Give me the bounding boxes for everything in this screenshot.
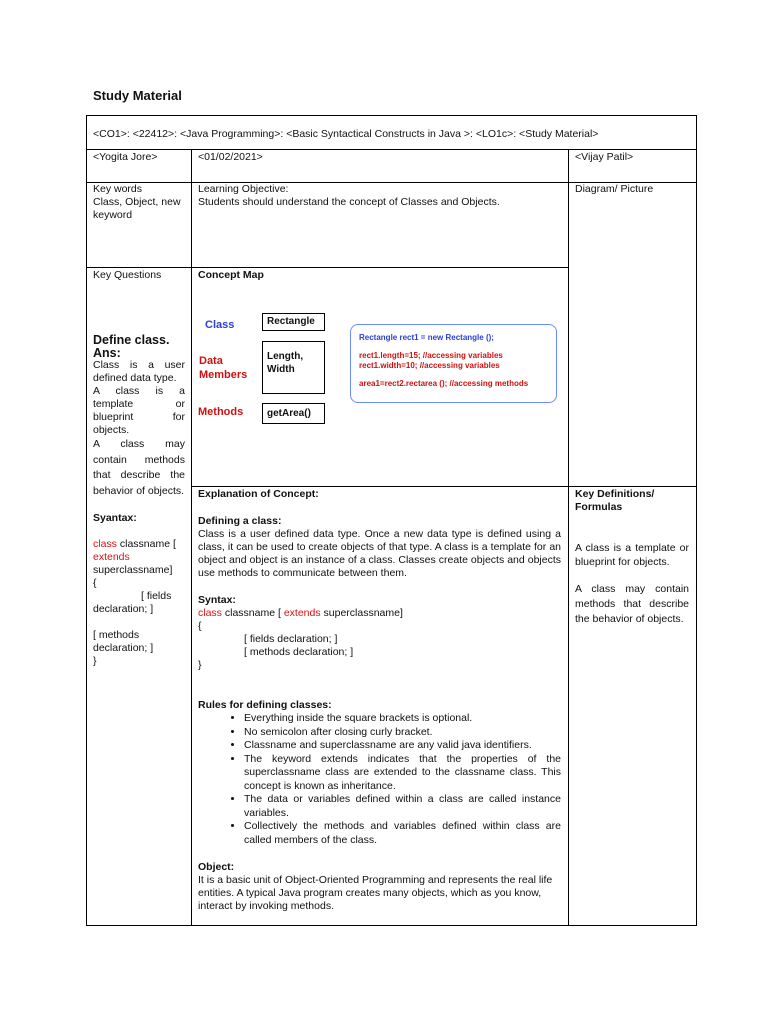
learning-objective-text: Students should understand the concept of Classes and Objects. xyxy=(198,196,500,208)
defining-heading: Defining a class: xyxy=(198,515,282,527)
defining-text: Class is a user defined data type. Once a new data type is defined using a class, it can be used to create objects of that type. A class is a template for an object and object is an instance of a class. Classes create objects and objects use methods to communicate between them. xyxy=(198,528,561,579)
syn-fields: [ fields declaration; ] xyxy=(244,633,338,645)
rule-item: • Classname and superclassname are any valid java identifiers. xyxy=(244,739,561,753)
key-questions-content xyxy=(93,334,185,668)
syntax-line xyxy=(198,607,561,620)
rules-list xyxy=(198,712,561,847)
syntax-line xyxy=(93,538,185,551)
answer-p3: A class may contain methods that describe the behavior of objects. xyxy=(93,438,185,497)
syn-kw-class: class xyxy=(198,607,222,619)
rules-heading: Rules for defining classes: xyxy=(198,699,332,711)
fields-decl: [ fields declaration; ] xyxy=(93,590,172,615)
code-line-4: area1=rect2.rectarea (); //accessing methods xyxy=(359,379,529,388)
concept-map-heading: Concept Map xyxy=(198,269,264,281)
definition-1: A class is a template or blueprint for objects. xyxy=(575,542,689,568)
key-definitions-cell xyxy=(575,488,689,627)
class-label: Class xyxy=(205,319,235,331)
methods-label: Methods xyxy=(198,406,244,418)
author-name: <Yogita Jore> xyxy=(93,151,158,163)
learning-objective-cell xyxy=(198,183,563,209)
key-questions-heading: Key Questions xyxy=(93,269,162,281)
fields-box: Length, Width xyxy=(262,341,325,394)
header-row-text: <CO1>: <22412>: <Java Programming>: <Basic Syntactical Constructs in Java >: <LO1c>: <Study Material> xyxy=(93,128,599,140)
answer-p2: A class is a template or blueprint for objects. xyxy=(93,385,185,436)
row-divider xyxy=(86,267,569,268)
classname-text: classname [ xyxy=(119,538,176,550)
keywords-heading: Key words xyxy=(93,183,143,195)
definition-2: A class may contain methods that describe the behavior of objects. xyxy=(575,583,689,625)
object-heading: Object: xyxy=(198,861,235,873)
open-brace: { xyxy=(93,577,97,589)
code-line-1: Rectangle rect1 = new Rectangle (); xyxy=(359,333,494,342)
object-text: It is a basic unit of Object-Oriented Programming and represents the real life entities. A typical Java program creates many objects, which as you know, interact by invoking methods. xyxy=(198,874,553,912)
syn-close-brace: } xyxy=(198,659,202,671)
keywords-text: Class, Object, new keyword xyxy=(93,196,181,221)
row-divider xyxy=(191,486,697,487)
code-line-2: rect1.length=15; //accessing variables xyxy=(359,351,503,360)
rectangle-box: Rectangle xyxy=(262,313,325,331)
reviewer-name: <Vijay Patil> xyxy=(575,151,634,163)
col-divider xyxy=(191,149,192,926)
data-members-label: Data Members xyxy=(199,355,248,381)
row-divider xyxy=(86,149,697,150)
page-title: Study Material xyxy=(93,88,182,103)
superclass-text: superclassname] xyxy=(93,564,173,576)
question-text: Define class. xyxy=(93,333,170,347)
syn-kw-extends: extends xyxy=(283,607,321,619)
learning-objective-heading: Learning Objective: xyxy=(198,183,289,195)
key-definitions-heading: Key Definitions/ Formulas xyxy=(575,488,655,513)
syntax-heading: Syntax: xyxy=(198,594,236,606)
code-example-box xyxy=(350,324,557,403)
kw-extends: extends xyxy=(93,551,130,563)
methods-decl: [ methods declaration; ] xyxy=(93,629,154,654)
explanation-cell xyxy=(198,488,561,913)
syn-classname: classname [ xyxy=(224,607,281,619)
method-box: getArea() xyxy=(262,403,325,424)
code-line-3: rect1.width=10; //accessing variables xyxy=(359,361,500,370)
kw-class: class xyxy=(93,538,117,550)
rule-item: • The keyword extends indicates that the properties of the superclassname class are extended to the classname class. This concept is known as inheritance. xyxy=(244,753,561,794)
rule-item: • No semicolon after closing curly bracket. xyxy=(244,726,561,740)
syntax-label: Syantax: xyxy=(93,512,137,524)
syn-superclass: superclassname] xyxy=(323,607,403,619)
close-brace: } xyxy=(93,655,97,667)
answer-label: Ans: xyxy=(93,346,121,360)
syn-methods: [ methods declaration; ] xyxy=(244,646,354,658)
rule-item: • Everything inside the square brackets is optional. xyxy=(244,712,561,726)
rule-item: • The data or variables defined within a class are called instance variables. xyxy=(244,793,561,820)
rule-item: • Collectively the methods and variables defined within class are called members of the class. xyxy=(244,820,561,847)
answer-p1: Class is a user defined data type. xyxy=(93,359,185,384)
col-divider xyxy=(568,149,569,926)
date: <01/02/2021> xyxy=(198,151,263,163)
explanation-heading: Explanation of Concept: xyxy=(198,488,319,500)
diagram-heading: Diagram/ Picture xyxy=(575,183,654,195)
keywords-cell xyxy=(93,183,185,222)
syn-open-brace: { xyxy=(198,620,202,632)
